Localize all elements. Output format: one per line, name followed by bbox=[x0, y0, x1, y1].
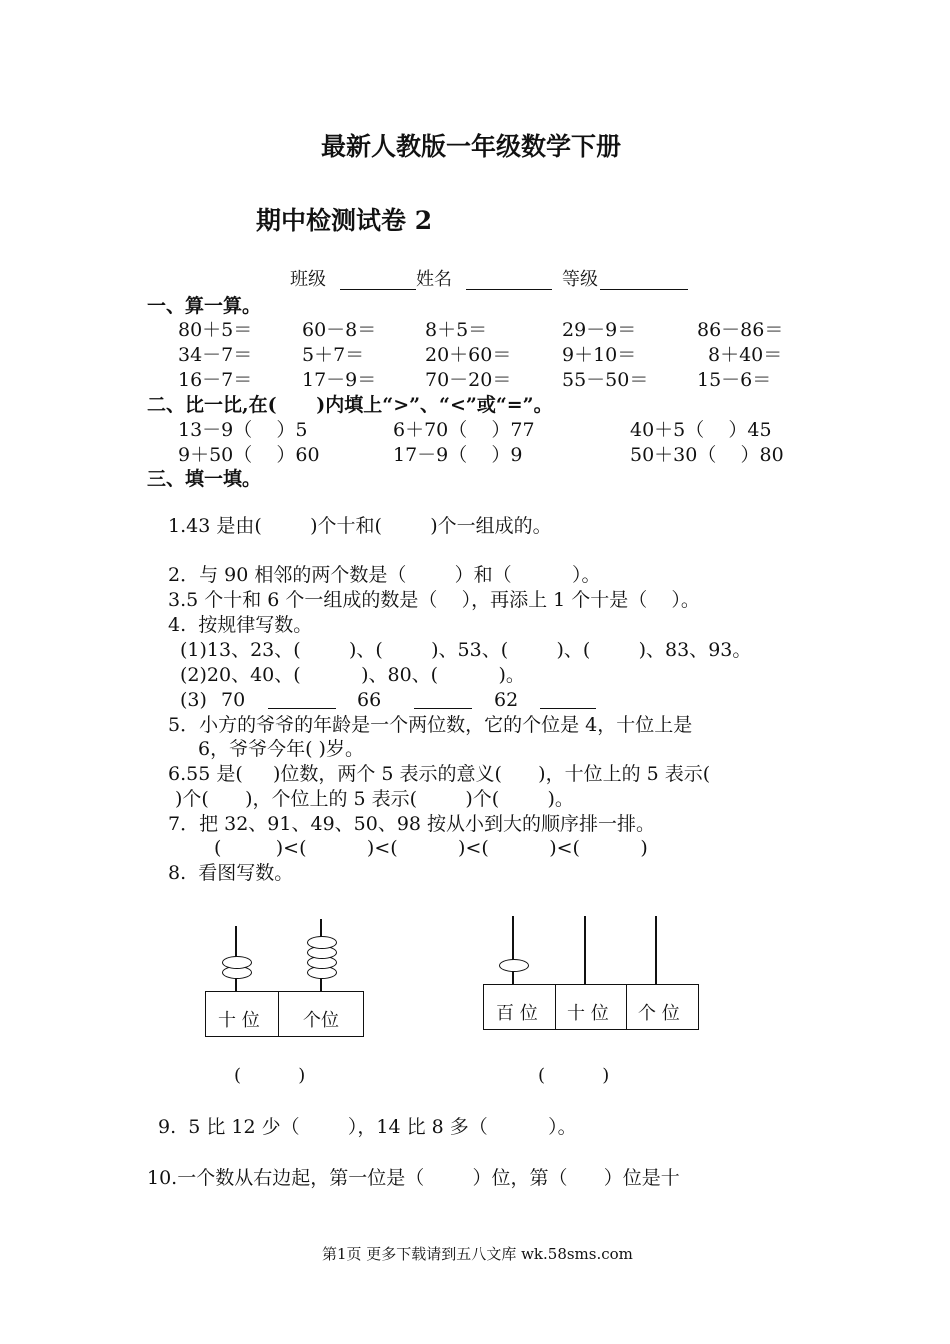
page-title: 最新人教版一年级数学下册 bbox=[321, 132, 622, 161]
abacus-bead bbox=[222, 956, 252, 969]
calc-item: 55－50＝ bbox=[562, 369, 649, 391]
calc-item: 15－6＝ bbox=[697, 369, 772, 391]
question-2: 2．与 90 相邻的两个数是（ ）和（ ）。 bbox=[168, 564, 601, 586]
abacus-bead bbox=[499, 959, 529, 972]
class-label: 班级 bbox=[290, 269, 326, 290]
calc-item: 86－86＝ bbox=[697, 319, 784, 341]
sequence-value: 62 bbox=[494, 689, 519, 711]
calc-item: 80＋5＝ bbox=[178, 319, 253, 341]
calc-item: 70－20＝ bbox=[425, 369, 512, 391]
answer-blank bbox=[414, 708, 472, 709]
grade-blank bbox=[600, 289, 688, 290]
answer-blank bbox=[268, 708, 336, 709]
question-7-line-2: ( )<( )<( )<( )<( ) bbox=[214, 837, 648, 859]
place-label-tens: 十 位 bbox=[567, 1003, 609, 1024]
question-6-line-2: )个( )，个位上的 5 表示( )个( )。 bbox=[175, 788, 574, 810]
calc-item: 20＋60＝ bbox=[425, 344, 512, 366]
abacus-answer: ( ) bbox=[234, 1065, 306, 1086]
question-4-1: (1)13、23、( )、( )、53、( )、( )、83、93。 bbox=[180, 639, 752, 661]
calc-item: 9＋10＝ bbox=[562, 344, 637, 366]
calc-item: 8＋40＝ bbox=[708, 344, 783, 366]
compare-item: 40＋5（ ）45 bbox=[630, 419, 772, 441]
question-10: 10.一个数从右边起，第一位是（ ）位，第（ ）位是十 bbox=[147, 1167, 680, 1189]
question-3: 3.5 个十和 6 个一组成的数是（ ），再添上 1 个十是（ ）。 bbox=[168, 589, 700, 611]
calc-item: 5＋7＝ bbox=[302, 344, 365, 366]
question-7-line-1: 7．把 32、91、49、50、98 按从小到大的顺序排一排。 bbox=[168, 813, 656, 835]
question-6-line-1: 6.55 是( )位数，两个 5 表示的意义( )，十位上的 5 表示( bbox=[168, 763, 711, 785]
sequence-value: 70 bbox=[221, 689, 246, 711]
calc-item: 29－9＝ bbox=[562, 319, 637, 341]
calc-item: 16－7＝ bbox=[178, 369, 253, 391]
answer-blank bbox=[540, 708, 596, 709]
question-5-line-2: 6，爷爷今年( )岁。 bbox=[198, 738, 364, 760]
place-label-ones: 个位 bbox=[303, 1010, 339, 1031]
page-subtitle: 期中检测试卷 2 bbox=[256, 206, 433, 235]
section-1-heading: 一、算一算。 bbox=[147, 295, 262, 317]
calc-item: 17－9＝ bbox=[302, 369, 377, 391]
question-5-line-1: 5．小方的爷爷的年龄是一个两位数，它的个位是 4，十位上是 bbox=[168, 714, 693, 736]
abacus-divider bbox=[278, 991, 279, 1037]
name-blank bbox=[466, 289, 552, 290]
place-label-tens: 十 位 bbox=[218, 1010, 260, 1031]
question-4-3-label: (3) bbox=[180, 689, 207, 711]
abacus-rod bbox=[512, 916, 514, 984]
abacus-rod bbox=[584, 916, 586, 984]
class-blank bbox=[340, 289, 416, 290]
calc-item: 60－8＝ bbox=[302, 319, 377, 341]
name-label: 姓名 bbox=[416, 269, 452, 290]
question-8: 8. 看图写数。 bbox=[168, 862, 294, 884]
sequence-value: 66 bbox=[357, 689, 382, 711]
abacus-divider bbox=[626, 984, 627, 1030]
compare-item: 17－9（ ）9 bbox=[393, 444, 523, 466]
compare-item: 6＋70（ ）77 bbox=[393, 419, 535, 441]
calc-item: 34－7＝ bbox=[178, 344, 253, 366]
page-footer: 第1页 更多下载请到五八文库 wk.58sms.com bbox=[322, 1245, 633, 1263]
place-label-ones: 个 位 bbox=[638, 1003, 680, 1024]
abacus-divider bbox=[555, 984, 556, 1030]
question-4-2: (2)20、40、( )、80、( )。 bbox=[180, 664, 525, 686]
abacus-rod bbox=[655, 916, 657, 984]
place-label-hundreds: 百 位 bbox=[496, 1003, 538, 1024]
question-9: 9. 5 比 12 少（ ），14 比 8 多（ ）。 bbox=[158, 1116, 577, 1138]
question-4: 4. 按规律写数。 bbox=[168, 614, 313, 636]
calc-item: 8＋5＝ bbox=[425, 319, 488, 341]
section-2-heading: 二、比一比,在( )内填上“>”、“<”或“=”。 bbox=[147, 394, 553, 416]
abacus-answer: ( ) bbox=[538, 1065, 610, 1086]
abacus-bead bbox=[307, 936, 337, 949]
section-3-heading: 三、填一填。 bbox=[147, 468, 262, 490]
question-1: 1.43 是由( )个十和( )个一组成的。 bbox=[168, 515, 552, 537]
compare-item: 9＋50（ ）60 bbox=[178, 444, 320, 466]
compare-item: 50＋30（ ）80 bbox=[630, 444, 784, 466]
compare-item: 13－9（ ）5 bbox=[178, 419, 308, 441]
grade-label: 等级 bbox=[562, 269, 598, 290]
